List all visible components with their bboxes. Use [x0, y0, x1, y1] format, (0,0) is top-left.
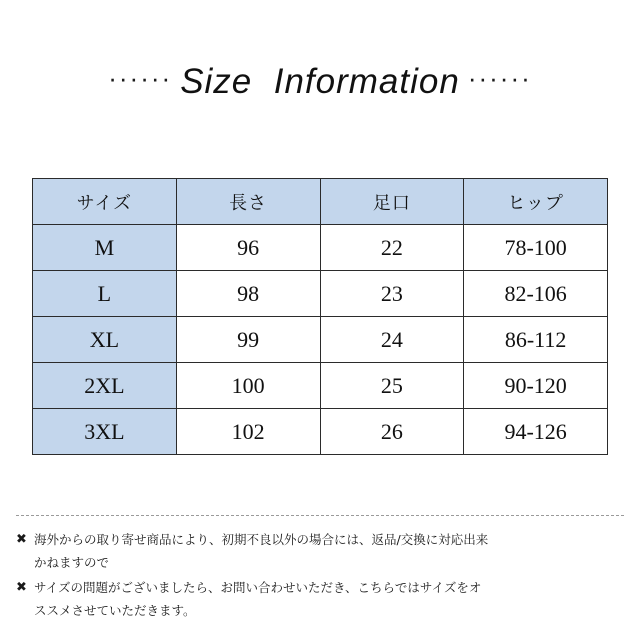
cell-length: 98 — [176, 271, 320, 317]
cell-hip: 90-120 — [464, 363, 608, 409]
footer-notes — [16, 515, 624, 625]
cell-hip: 78-100 — [464, 225, 608, 271]
cell-cuff: 25 — [320, 363, 464, 409]
cross-mark-icon: ✖ — [16, 580, 27, 596]
table-row — [33, 409, 608, 455]
size-table-head — [33, 179, 608, 225]
notes-divider — [16, 515, 624, 516]
cell-length: 96 — [176, 225, 320, 271]
title-left-dots-icon: ······ — [108, 63, 173, 93]
page-title — [0, 62, 640, 102]
column-header-hip: ヒップ — [464, 179, 608, 225]
size-table — [32, 178, 608, 455]
note-item — [16, 528, 624, 574]
note-text-line1: サイズの問題がございましたら、お問い合わせいただき、こちらではサイズをオ — [34, 580, 482, 596]
cell-size: XL — [33, 317, 177, 363]
page-title-text: Size Information — [180, 62, 460, 101]
cell-length: 99 — [176, 317, 320, 363]
cell-size: M — [33, 225, 177, 271]
column-header-size: サイズ — [33, 179, 177, 225]
cell-hip: 82-106 — [464, 271, 608, 317]
table-header-row — [33, 179, 608, 225]
note-item — [16, 576, 624, 622]
cross-mark-icon: ✖ — [16, 532, 27, 547]
title-right-dots-icon: ······ — [467, 63, 532, 93]
table-row — [33, 225, 608, 271]
size-table-body — [33, 225, 608, 455]
note-text — [34, 528, 624, 574]
note-text-line2: かねますので — [34, 555, 110, 571]
cell-cuff: 23 — [320, 271, 464, 317]
note-text — [34, 576, 624, 622]
cell-hip: 94-126 — [464, 409, 608, 455]
cell-cuff: 22 — [320, 225, 464, 271]
cell-length: 100 — [176, 363, 320, 409]
cell-size: 3XL — [33, 409, 177, 455]
column-header-cuff: 足口 — [320, 179, 464, 225]
cell-size: L — [33, 271, 177, 317]
table-row — [33, 271, 608, 317]
cell-hip: 86-112 — [464, 317, 608, 363]
note-text-line1: 海外からの取り寄せ商品により、初期不良以外の場合には、返品/交換に対応出来 — [34, 532, 489, 547]
note-text-line2: ススメさせていただきます。 — [34, 603, 196, 619]
table-row — [33, 363, 608, 409]
table-row — [33, 317, 608, 363]
column-header-length: 長さ — [176, 179, 320, 225]
cell-size: 2XL — [33, 363, 177, 409]
cell-length: 102 — [176, 409, 320, 455]
cell-cuff: 26 — [320, 409, 464, 455]
cell-cuff: 24 — [320, 317, 464, 363]
size-table-container — [32, 178, 608, 455]
